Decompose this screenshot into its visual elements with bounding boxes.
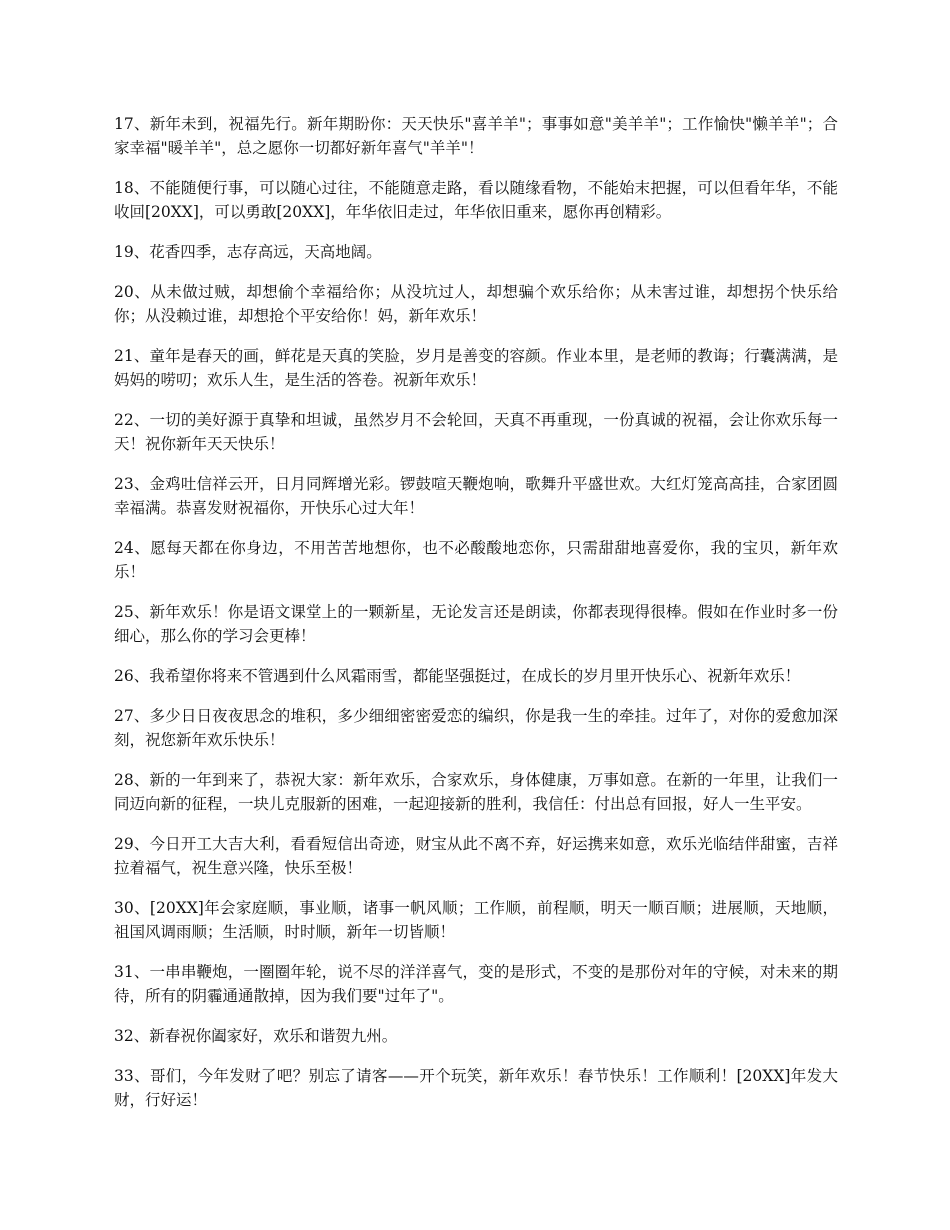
paragraph-17: 17、新年未到，祝福先行。新年期盼你：天天快乐"喜羊羊"；事事如意"美羊羊"；工作愉快"懒羊羊"；合家幸福"暖羊羊"，总之愿你一切都好新年喜气"羊羊"！ xyxy=(114,115,838,157)
paragraph-26: 26、我希望你将来不管遇到什么风霜雨雪，都能坚强挺过，在成长的岁月里开快乐心、祝新年欢乐！ xyxy=(114,667,801,685)
paragraph-19: 19、花香四季，志存高远，天高地阔。 xyxy=(114,243,382,261)
paragraph-23: 23、金鸡吐信祥云开，日月同辉增光彩。锣鼓喧天鞭炮响，歌舞升平盛世欢。大红灯笼高高挂，合家团圆幸福满。恭喜发财祝福你，开快乐心过大年！ xyxy=(114,475,838,517)
paragraph-31: 31、一串串鞭炮，一圈圈年轮，说不尽的洋洋喜气，变的是形式，不变的是那份对年的守候，对未来的期待，所有的阴霾通通散掉，因为我们要"过年了"。 xyxy=(114,963,838,1005)
paragraph-25: 25、新年欢乐！你是语文课堂上的一颗新星，无论发言还是朗读，你都表现得很棒。假如在作业时多一份细心，那么你的学习会更棒！ xyxy=(114,603,838,645)
paragraph-18: 18、不能随便行事，可以随心过往，不能随意走路，看以随缘看物，不能始末把握，可以但看年华，不能收回[20XX]，可以勇敢[20XX]，年华依旧走过，年华依旧重来，愿你再创精彩。 xyxy=(114,179,838,221)
paragraph-32: 32、新春祝你阖家好，欢乐和谐贺九州。 xyxy=(114,1027,398,1045)
paragraph-21: 21、童年是春天的画，鲜花是天真的笑脸，岁月是善变的容颜。作业本里，是老师的教诲；行囊满满，是妈妈的唠叨；欢乐人生，是生活的答卷。祝新年欢乐！ xyxy=(114,347,838,389)
document-body xyxy=(114,112,838,1128)
paragraph-28: 28、新的一年到来了，恭祝大家：新年欢乐，合家欢乐，身体健康，万事如意。在新的一年里，让我们一同迈向新的征程，一块儿克服新的困难，一起迎接新的胜利，我信任：付出总有回报，好人一生平安。 xyxy=(114,771,838,813)
paragraph-30: 30、[20XX]年会家庭顺，事业顺，诸事一帆风顺；工作顺，前程顺，明天一顺百顺；进展顺，天地顺，祖国风调雨顺；生活顺，时时顺，新年一切皆顺！ xyxy=(114,899,838,941)
paragraph-29: 29、今日开工大吉大利，看看短信出奇迹，财宝从此不离不弃，好运携来如意，欢乐光临结伴甜蜜，吉祥拉着福气，祝生意兴隆，快乐至极！ xyxy=(114,835,838,877)
paragraph-20: 20、从未做过贼，却想偷个幸福给你；从没坑过人，却想骗个欢乐给你；从未害过谁，却想拐个快乐给你；从没赖过谁，却想抢个平安给你！妈，新年欢乐！ xyxy=(114,283,838,325)
paragraph-22: 22、一切的美好源于真挚和坦诚，虽然岁月不会轮回，天真不再重现，一份真诚的祝福，会让你欢乐每一天！祝你新年天天快乐！ xyxy=(114,411,838,453)
paragraph-33: 33、哥们，今年发财了吧？别忘了请客——开个玩笑，新年欢乐！春节快乐！工作顺利！[20XX]年发大财，行好运！ xyxy=(114,1067,838,1109)
paragraph-27: 27、多少日日夜夜思念的堆积，多少细细密密爱恋的编织，你是我一生的牵挂。过年了，对你的爱愈加深刻，祝您新年欢乐快乐！ xyxy=(114,707,838,749)
paragraph-24: 24、愿每天都在你身边，不用苦苦地想你，也不必酸酸地恋你，只需甜甜地喜爱你，我的宝贝，新年欢乐！ xyxy=(114,539,838,581)
